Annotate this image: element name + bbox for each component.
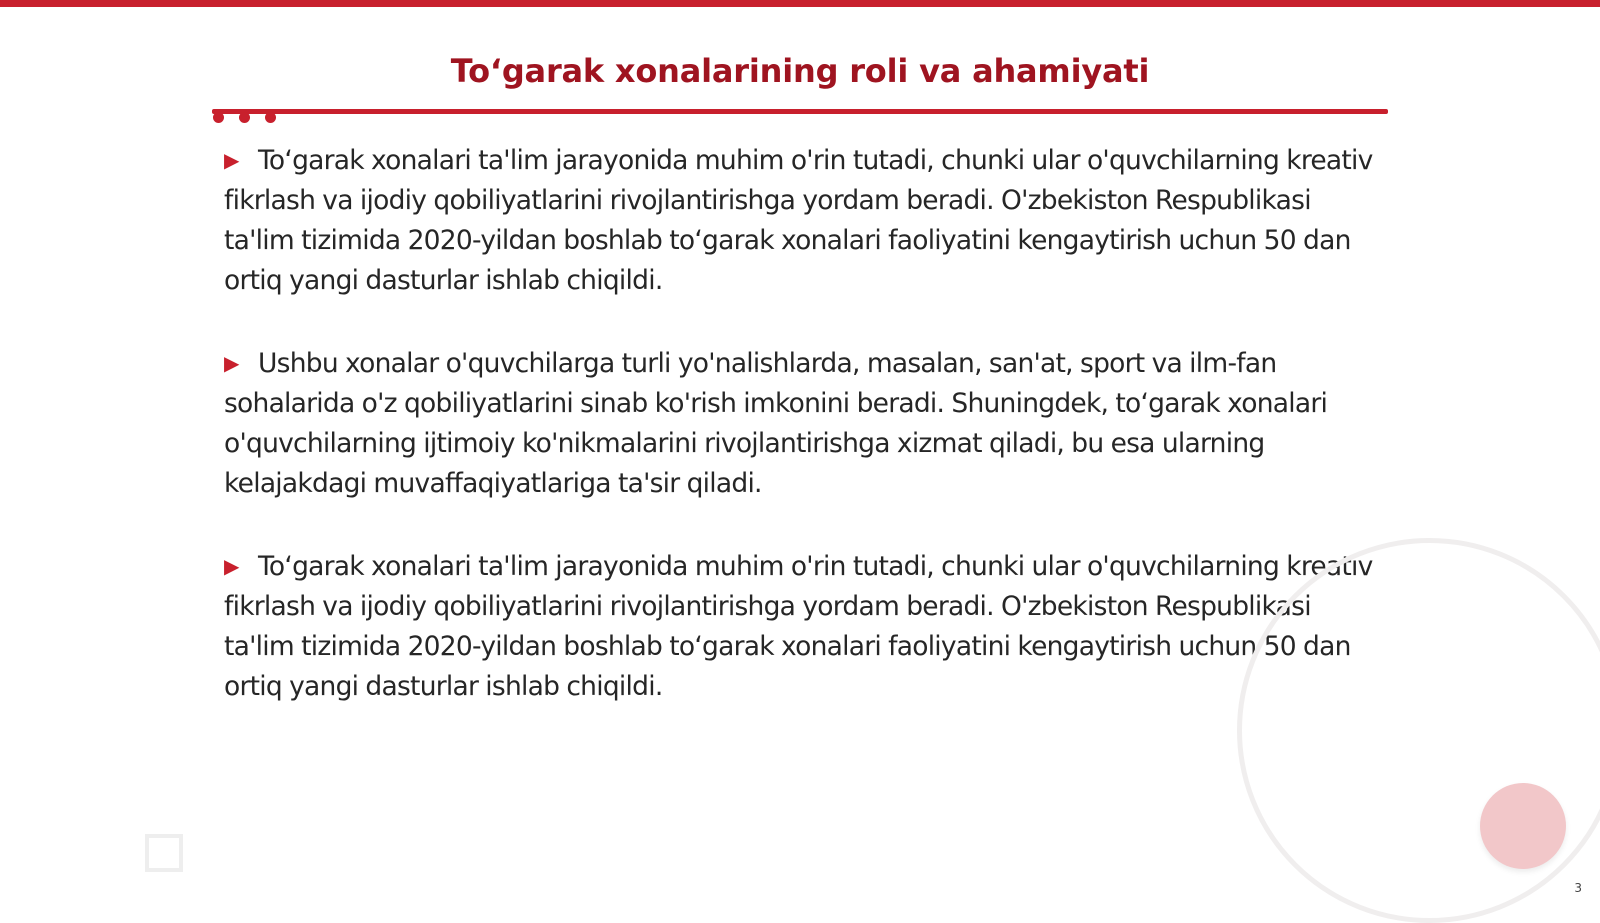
decor-dot-2 — [239, 112, 250, 123]
slide-title: To‘garak xonalarining roli va ahamiyati — [450, 52, 1150, 90]
title-underline — [212, 109, 1388, 114]
decor-dot-1 — [213, 112, 224, 123]
decor-pink-circle — [1480, 783, 1566, 869]
bullet-paragraph-3 — [224, 546, 1374, 707]
bullet-arrow-icon: ▶ — [224, 554, 239, 578]
decor-dot-3 — [265, 112, 276, 123]
bullet-arrow-icon: ▶ — [224, 148, 239, 172]
top-accent-bar — [0, 0, 1600, 7]
paragraph-text: To‘garak xonalari ta'lim jarayonida muhim o'rin tutadi, chunki ular o'quvchilarning kreativ fikrlash va ijodiy qobiliyatlarini rivojlantirishga yordam beradi. O'zbekiston Respublikasi ta'lim tizimida 2020-yildan boshlab to‘garak xonalari faoliyatini kengaytirish uchun 50 dan ortiq yangi dasturlar ishlab chiqildi. — [224, 145, 1373, 296]
bullet-paragraph-1 — [224, 140, 1374, 301]
bullet-list — [224, 140, 1374, 749]
decor-ring — [1237, 538, 1600, 923]
bullet-paragraph-2 — [224, 343, 1374, 504]
paragraph-text: Ushbu xonalar o'quvchilarga turli yo'nalishlarda, masalan, san'at, sport va ilm-fan sohalarida o'z qobiliyatlarini sinab ko'rish imkonini beradi. Shuningdek, to‘garak xonalari o'quvchilarning ijtimoiy ko'nikmalarini rivojlantirishga xizmat qiladi, bu esa ularning kelajakdagi muvaffaqiyatlariga ta'sir qiladi. — [224, 348, 1328, 499]
paragraph-text: To‘garak xonalari ta'lim jarayonida muhim o'rin tutadi, chunki ular o'quvchilarning kreativ fikrlash va ijodiy qobiliyatlarini rivojlantirishga yordam beradi. O'zbekiston Respublikasi ta'lim tizimida 2020-yildan boshlab to‘garak xonalari faoliyatini kengaytirish uchun 50 dan ortiq yangi dasturlar ishlab chiqildi. — [224, 551, 1373, 702]
page-number: 3 — [1574, 881, 1582, 895]
decor-square — [145, 834, 183, 872]
bullet-arrow-icon: ▶ — [224, 351, 239, 375]
